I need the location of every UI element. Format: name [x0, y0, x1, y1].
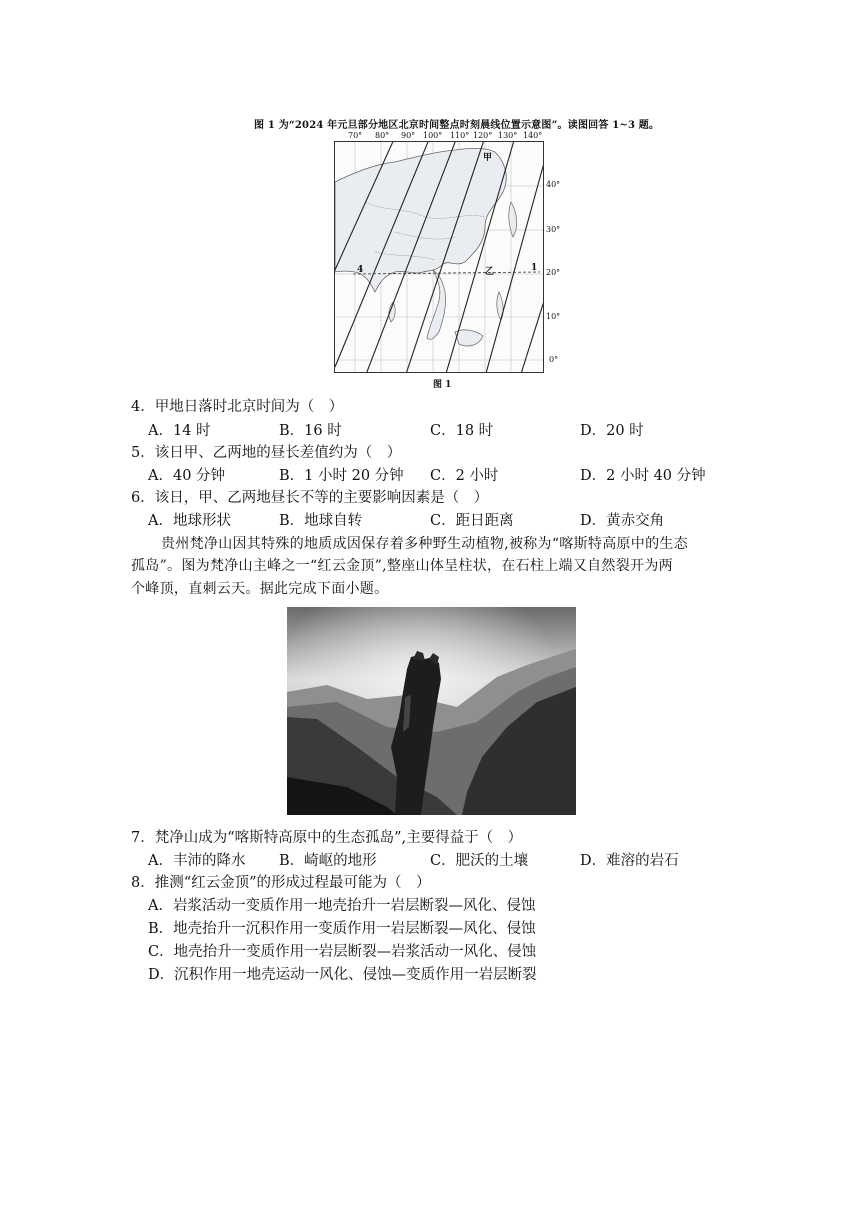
q8-option-a: A．岩浆活动一变质作用一地壳抬升一岩层断裂—风化、侵蚀	[148, 898, 536, 914]
lat-label: 0°	[549, 355, 559, 364]
q7-option-a: A．丰沛的降水	[148, 853, 246, 869]
lat-label: 10°	[546, 312, 561, 321]
q4-option-d: D．20 时	[580, 423, 644, 439]
map-drawing	[335, 142, 543, 372]
q5-option-a: A．40 分钟	[148, 468, 226, 484]
lon-label: 130°	[498, 131, 518, 140]
lon-label: 80°	[375, 131, 390, 140]
passage-line-3: 个峰顶，直刺云天。据此完成下面小题。	[131, 581, 389, 597]
q6-option-c: C．距日距离	[430, 513, 514, 529]
q8-option-c: C．地壳抬升一变质作用一岩层断裂—岩浆活动一风化、侵蚀	[148, 944, 537, 960]
q8-option-d: D．沉积作用一地壳运动一风化、侵蚀—变质作用一岩层断裂	[148, 967, 537, 983]
q6-option-a: A．地球形状	[148, 513, 231, 529]
place-label-yi: 乙	[485, 267, 495, 277]
passage-line-1: 贵州梵净山因其特殊的地质成因保存着多种野生动植物,被称为“喀斯特高原中的生态	[161, 536, 689, 552]
q8-option-b: B．地壳抬升一沉积作用一变质作用一岩层断裂—风化、侵蚀	[148, 921, 536, 937]
mountain-photo-drawing	[287, 607, 576, 815]
question-6-stem: 6．该日，甲、乙两地昼长不等的主要影响因素是（ ）	[131, 490, 489, 506]
figure1-label: 图 1	[433, 380, 452, 390]
q5-option-b: B．1 小时 20 分钟	[279, 468, 404, 484]
q4-option-c: C．18 时	[430, 423, 494, 439]
lat-label: 40°	[546, 180, 561, 189]
q4-option-a: A．14 时	[148, 423, 211, 439]
time-zone-map	[334, 141, 544, 373]
question-4-stem: 4．甲地日落时北京时间为（ ）	[131, 399, 344, 415]
lon-label: 100°	[423, 131, 443, 140]
question-7-stem: 7．梵净山成为“喀斯特高原中的生态孤岛”,主要得益于（ ）	[131, 830, 523, 846]
lon-label: 110°	[450, 131, 470, 140]
q7-option-c: C．肥沃的土壤	[430, 853, 529, 869]
passage-line-2: 孤岛”。图为梵净山主峰之一“红云金顶”,整座山体呈柱状，在石柱上端又自然裂开为两	[131, 558, 673, 574]
line-number-right: 1	[531, 263, 538, 273]
question-8-stem: 8．推测“红云金顶”的形成过程最可能为（ ）	[131, 875, 431, 891]
q6-option-b: B．地球自转	[279, 513, 363, 529]
lat-label: 30°	[546, 225, 561, 234]
line-number-left: 4	[357, 265, 364, 275]
q4-option-b: B．16 时	[279, 423, 342, 439]
q5-option-c: C．2 小时	[430, 468, 499, 484]
figure1-caption: 图 1 为“2024 年元旦部分地区北京时间整点时刻晨线位置示意图”。读图回答 1~3 题。	[254, 120, 660, 131]
q7-option-b: B．崎岖的地形	[279, 853, 377, 869]
question-5-stem: 5．该日甲、乙两地的昼长差值约为（ ）	[131, 445, 402, 461]
lat-label: 20°	[546, 268, 561, 277]
mountain-photo	[287, 607, 576, 815]
lon-label: 120°	[473, 131, 493, 140]
lon-label: 90°	[401, 131, 416, 140]
longitude-labels	[340, 131, 550, 141]
lon-label: 140°	[523, 131, 543, 140]
q5-option-d: D．2 小时 40 分钟	[580, 468, 706, 484]
place-label-jia: 甲	[483, 153, 493, 163]
q6-option-d: D．黄赤交角	[580, 513, 665, 529]
q7-option-d: D．难溶的岩石	[580, 853, 679, 869]
lon-label: 70°	[348, 131, 363, 140]
